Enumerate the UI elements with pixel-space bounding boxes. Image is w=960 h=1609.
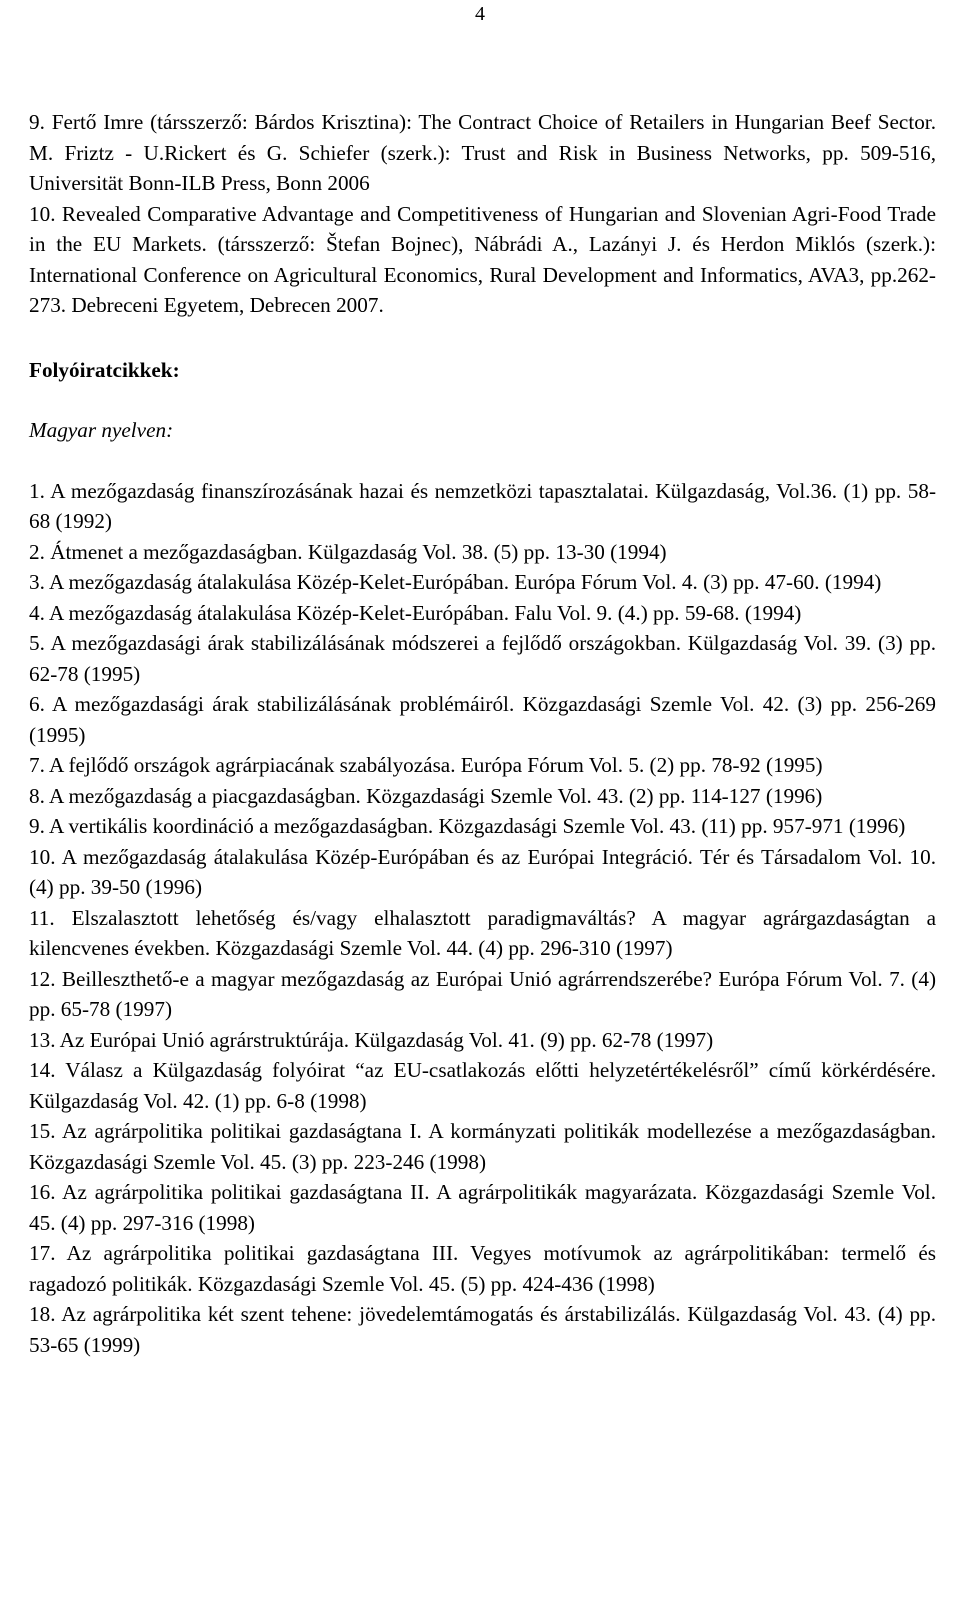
article-entry: 4. A mezőgazdaság átalakulása Közép-Kelet-Európában. Falu Vol. 9. (4.) pp. 59-68. (1994): [29, 600, 802, 625]
article-entry: 15. Az agrárpolitika politikai gazdaságtana I. A kormányzati politikák modellezése a mezőgazdaságban. Közgazdasági Szemle Vol. 45. (3) pp. 223-246 (1998): [29, 1119, 936, 1174]
article-entry: 9. A vertikális koordináció a mezőgazdaságban. Közgazdasági Szemle Vol. 43. (11) pp. 957-971 (1996): [29, 814, 906, 838]
book-chapter-entry: 10. Revealed Comparative Advantage and Competitiveness of Hungarian and Slovenian Agri-Food Trade in the EU Markets. (társszerző: Štefan Bojnec), Nábrádi A., Lazányi J. és Herdon Miklós (szerk.): International Conference on Agricultural Economics, Rural Development and Informatics, AVA3, pp.262-273. Debreceni Egyetem, Debrecen 2007.: [29, 201, 936, 317]
section-heading: Folyóiratcikkek:: [29, 357, 180, 382]
page-number: 4: [475, 3, 485, 25]
article-list: [29, 476, 936, 1361]
publication-list: [29, 107, 936, 1360]
article-entry: 14. Válasz a Külgazdaság folyóirat “az EU-csatlakozás előtti helyzetértékelésről” című körkérdésére. Külgazdaság Vol. 42. (1) pp. 6-8 (1998): [29, 1058, 936, 1113]
article-entry: 12. Beilleszthető-e a magyar mezőgazdaság az Európai Unió agrárrendszerébe? Európa Fórum Vol. 7. (4) pp. 65-78 (1997): [29, 966, 936, 1021]
article-entry: 17. Az agrárpolitika politikai gazdaságtana III. Vegyes motívumok az agrárpolitikában: termelő és ragadozó politikák. Közgazdasági Szemle Vol. 45. (5) pp. 424-436 (1998): [29, 1241, 936, 1296]
article-entry: 5. A mezőgazdasági árak stabilizálásának módszerei a fejlődő országokban. Külgazdaság Vol. 39. (3) pp. 62-78 (1995): [29, 631, 936, 686]
subsection-heading: Magyar nyelven:: [29, 418, 174, 442]
book-chapter-entry: 9. Fertő Imre (társszerző: Bárdos Krisztina): The Contract Choice of Retailers in Hungarian Beef Sector. M. Friztz - U.Rickert és G. Schiefer (szerk.): Trust and Risk in Business Networks, pp. 509-516, Universität Bonn-ILB Press, Bonn 2006: [29, 110, 936, 195]
article-entry: 1. A mezőgazdaság finanszírozásának hazai és nemzetközi tapasztalatai. Külgazdaság, Vol.36. (1) pp. 58-68 (1992): [29, 478, 936, 533]
article-entry: 10. A mezőgazdaság átalakulása Közép-Európában és az Európai Integráció. Tér és Társadalom Vol. 10. (4) pp. 39-50 (1996): [29, 844, 936, 899]
article-entry: 8. A mezőgazdaság a piacgazdaságban. Közgazdasági Szemle Vol. 43. (2) pp. 114-127 (1996): [29, 783, 823, 808]
article-entry: 6. A mezőgazdasági árak stabilizálásának problémáiról. Közgazdasági Szemle Vol. 42. (3) pp. 256-269 (1995): [29, 692, 936, 747]
article-entry: 11. Elszalasztott lehetőség és/vagy elhalasztott paradigmaváltás? A magyar agrárgazdaságtan a kilencvenes években. Közgazdasági Szemle Vol. 44. (4) pp. 296-310 (1997): [29, 905, 936, 960]
article-entry: 7. A fejlődő országok agrárpiacának szabályozása. Európa Fórum Vol. 5. (2) pp. 78-92 (1995): [29, 753, 823, 777]
article-entry: 2. Átmenet a mezőgazdaságban. Külgazdaság Vol. 38. (5) pp. 13-30 (1994): [29, 539, 667, 564]
article-entry: 16. Az agrárpolitika politikai gazdaságtana II. A agrárpolitikák magyarázata. Közgazdasági Szemle Vol. 45. (4) pp. 297-316 (1998): [29, 1180, 936, 1235]
article-entry: 3. A mezőgazdaság átalakulása Közép-Kelet-Európában. Európa Fórum Vol. 4. (3) pp. 47-60. (1994): [29, 570, 882, 594]
article-entry: 18. Az agrárpolitika két szent tehene: jövedelemtámogatás és árstabilizálás. Külgazdaság Vol. 43. (4) pp. 53-65 (1999): [29, 1302, 936, 1357]
article-entry: 13. Az Európai Unió agrárstruktúrája. Külgazdaság Vol. 41. (9) pp. 62-78 (1997): [29, 1027, 714, 1052]
